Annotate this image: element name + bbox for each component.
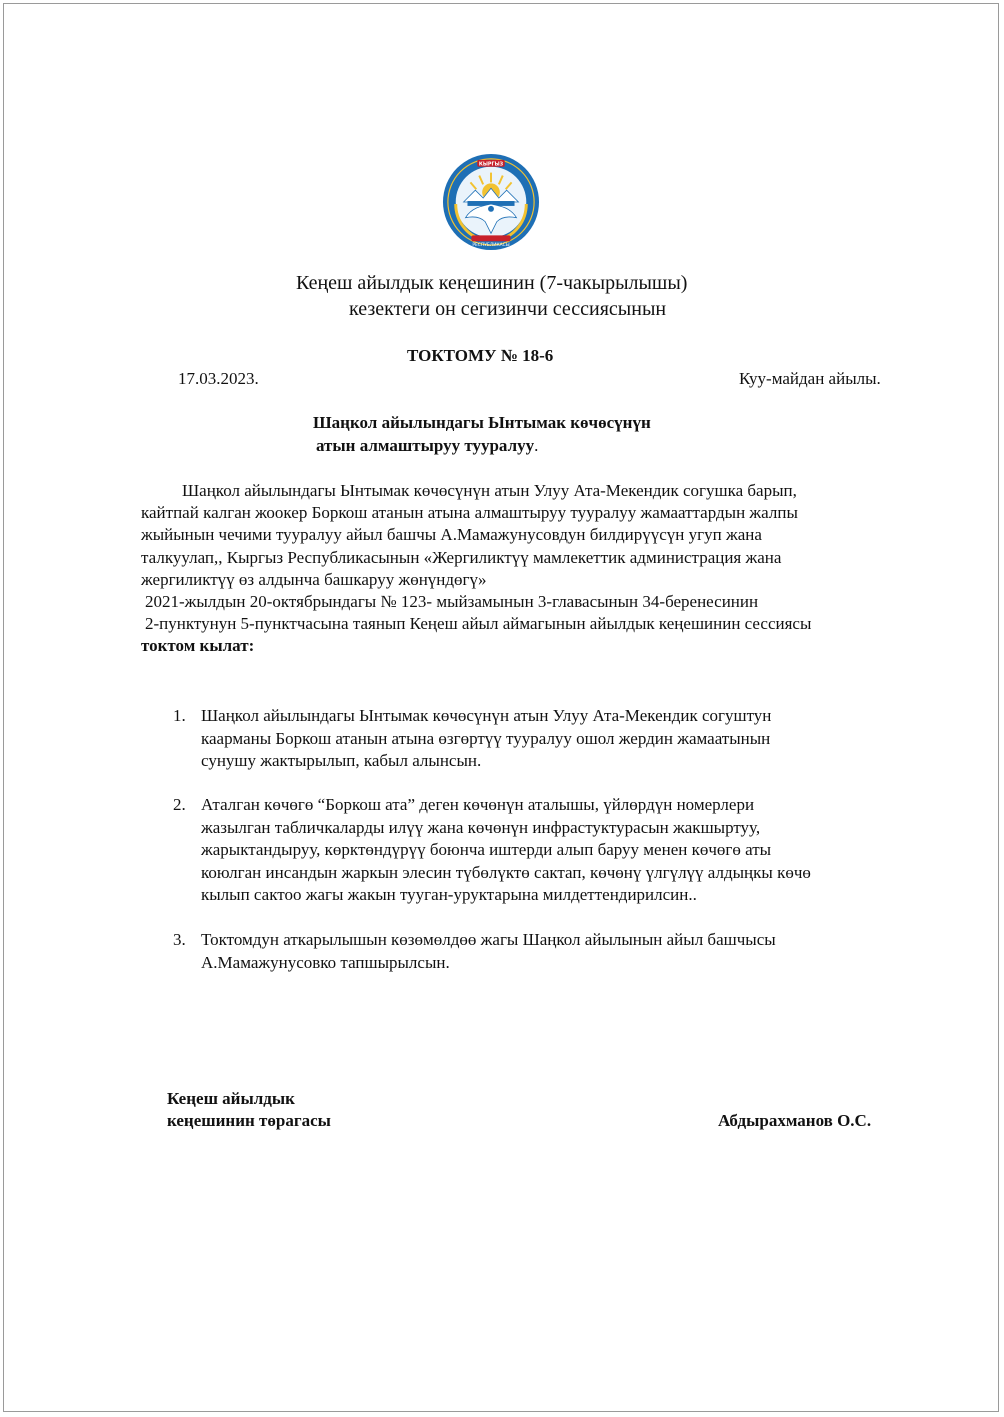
state-emblem-icon bbox=[442, 153, 540, 251]
list-item-line: сунушу жактырылып, кабыл алынсын. bbox=[201, 751, 482, 770]
list-item-line: каармaны Боркош атанын атына өзгөртүү тууралуу ошол жердин жамаатынын bbox=[201, 728, 771, 748]
list-item-line: жазылган табличкаларды илүү жана көчөнүн инфрастуктурасын жакшыртуу, bbox=[201, 817, 761, 837]
list-item-body bbox=[201, 705, 771, 773]
list-item-number: 1. bbox=[173, 706, 186, 725]
resolution-place: Куу-майдан айылы. bbox=[739, 369, 881, 388]
resolution-title: ТОКТОМУ № 18-6 bbox=[407, 346, 554, 365]
list-item-line: А.Мамажунусовко тапшырылсын. bbox=[201, 952, 450, 972]
list-item-number: 3. bbox=[173, 930, 186, 949]
signatory-title-line-2: кеңешинин төрагасы bbox=[167, 1111, 331, 1130]
list-item-line: Токтомдун аткарылышын көзөмөлдөө жагы Шаңкол айылынын айыл башчысы bbox=[201, 930, 776, 949]
preamble-line: 2-пунктунун 5-пунктчасына таянып Кеңеш айыл аймагынын айылдык кеңешинин сессиясы bbox=[145, 614, 812, 634]
preamble-line: кайтпай калган жоокер Боркош атанын атына алмаштыруу тууралуу жамааттардын жалпы bbox=[141, 503, 798, 523]
preamble-line: Шаңкол айылындагы Ынтымак көчөсүнүн атын Улуу Ата-Мекендик согушка барып, bbox=[182, 481, 797, 500]
list-item-body bbox=[201, 929, 776, 974]
preamble-paragraph bbox=[141, 480, 811, 658]
list-item-line: коюлган инсандын жаркын элесин түбөлүктө сактап, көчөнү үлгүлүү алдыңкы көчө bbox=[201, 862, 811, 882]
list-item-line: Аталган көчөгө “Боркош ата” деген көчөнүн аталышы, үйлөрдүн номерлери bbox=[201, 795, 755, 814]
subject-line-2-end: . bbox=[534, 436, 539, 455]
list-item-body bbox=[201, 794, 811, 907]
subject-line-2-text: атын алмаштыруу тууралуу bbox=[316, 436, 535, 455]
signatory-name: Абдырахманов О.С. bbox=[718, 1111, 872, 1130]
list-item-number: 2. bbox=[173, 795, 186, 814]
signatory-title-line-1: Кеңеш айылдык bbox=[167, 1089, 295, 1108]
list-item-line: Шаңкол айылындагы Ынтымак көчөсүнүн атын Улуу Ата-Мекендик согуштун bbox=[201, 706, 772, 725]
preamble-line: жергиликтүү өз алдынча башкаруу жөнүндөгү» bbox=[141, 569, 487, 589]
resolution-date: 17.03.2023. bbox=[178, 369, 259, 388]
list-item-line: кылып сактоо жагы жакын тууган-уруктарына милдеттендирилсин.. bbox=[201, 885, 697, 904]
preamble-line: жыйынын чечими тууралуу айыл башчы А.Мамажунусовдун билдирүүсүн угуп жана bbox=[141, 525, 762, 545]
subject-line-1: Шаңкол айылындагы Ынтымак көчөсүнүн bbox=[313, 413, 651, 432]
council-header-line-1: Кеңеш айылдык кеңешинин (7-чакырылышы) bbox=[296, 272, 688, 294]
resolves-text: токтом кылат: bbox=[141, 636, 255, 656]
preamble-line: 2021-жылдын 20-октябрындагы № 123- мыйзамынын 3-главасынын 34-беренесинин bbox=[145, 592, 759, 612]
preamble-line: талкуулап,, Кыргыз Республикасынын «Жергиликтүү мамлекеттик администрация жана bbox=[141, 547, 782, 567]
subject-line-2 bbox=[316, 435, 538, 457]
council-header-line-2: кезектеги он сегизинчи сессиясынын bbox=[349, 298, 667, 320]
list-item-line: жарыктандыруу, көрктөндүрүү боюнча иштерди алып баруу менен көчөгө аты bbox=[201, 840, 772, 859]
svg-text:РЕСПУБЛИКАСЫ: РЕСПУБЛИКАСЫ bbox=[472, 243, 510, 249]
svg-text:КЫРГЫЗ: КЫРГЫЗ bbox=[478, 161, 504, 168]
